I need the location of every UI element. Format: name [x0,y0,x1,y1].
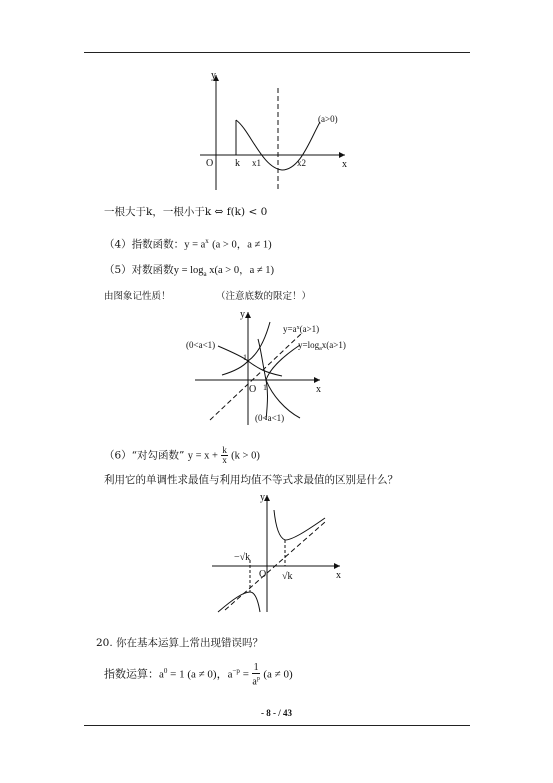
item6-condition: (k > 0) [231,450,260,462]
neg-power-condition: (a ≠ 0) [263,668,293,681]
fig2-log-label: $y=\log_ax(a>1)$ [298,340,346,352]
fig3-origin: O [259,569,267,580]
neg-power-fraction: $\frac{1}{a^p}$ [252,661,260,688]
fig2-bottom-cond: (0<a<1) [255,413,285,423]
zero-power-base: a [159,668,164,681]
item4-condition: (a > 0，a ≠ 1) [212,239,272,251]
fig1-origin: O [206,158,214,169]
section-20-heading: 20. 你在基本运算上常出现错误吗？ [96,637,264,649]
fig3-y-label: y [260,492,265,503]
fig1-x2-label: x2 [297,158,306,168]
neg-power-eq: = [239,668,249,681]
fig3-x-label: x [336,570,341,581]
item5-sub: a [203,270,207,279]
fig1-x1-label: x1 [252,158,261,168]
basic-ops-label: 指数运算： [104,667,159,681]
fig2-one-y: 1 [243,353,247,362]
fig2-one-x: 1 [263,383,267,392]
fig3-pos-sqrt-k: √k [282,571,293,582]
question-text: 利用它的单调性求最值与利用均值不等式求最值的区别是什么？ [104,474,398,486]
basic-ops-line [104,660,293,687]
neg-power-sup: −p [232,667,240,675]
item5-formula: y = log [173,265,204,276]
fig2-x-label: x [316,384,321,395]
item6-label: （6）“对勾函数” [104,449,185,462]
item4-label: （4）指数函数： [104,238,185,251]
fig1-y-label: y [211,70,216,81]
item5-condition: (a > 0，a ≠ 1) [214,265,275,276]
root-condition-line: 一根大于k，一根小于k ⇔ f(k) < 0 [104,206,268,218]
item6-fraction: $\frac{k}{x}$ [222,445,227,465]
fig2-origin: O [249,384,257,395]
fig1-curve-label: (a>0) [318,114,338,124]
fig1-x-label: x [342,159,347,170]
item4-formula: y = a [184,239,206,251]
footer-rule [84,725,470,726]
fig1-k-label: k [235,158,240,169]
item6-formula: y = x + [187,450,218,462]
memo-left: 由图象记性质！ [104,291,171,302]
page-number: - 8 - / 43 [261,708,292,718]
memo-right: （注意底数的限定！） [216,291,312,302]
fig2-left-cond: (0<a<1) [186,340,216,350]
fig3-neg-sqrt-k: −√k [234,552,251,563]
neg-power-base: a [227,668,233,681]
fig2-exp-label: $y=a^x(a>1)$ [283,324,320,334]
item5-tail: x [206,265,215,276]
fig2-y-label: y [240,309,245,320]
zero-power-sup: 0 [163,667,168,675]
item4-sup: x [205,237,209,245]
zero-power-rest: = 1 (a ≠ 0)， [167,668,228,681]
item5-label: （5）对数函数 [104,264,174,276]
